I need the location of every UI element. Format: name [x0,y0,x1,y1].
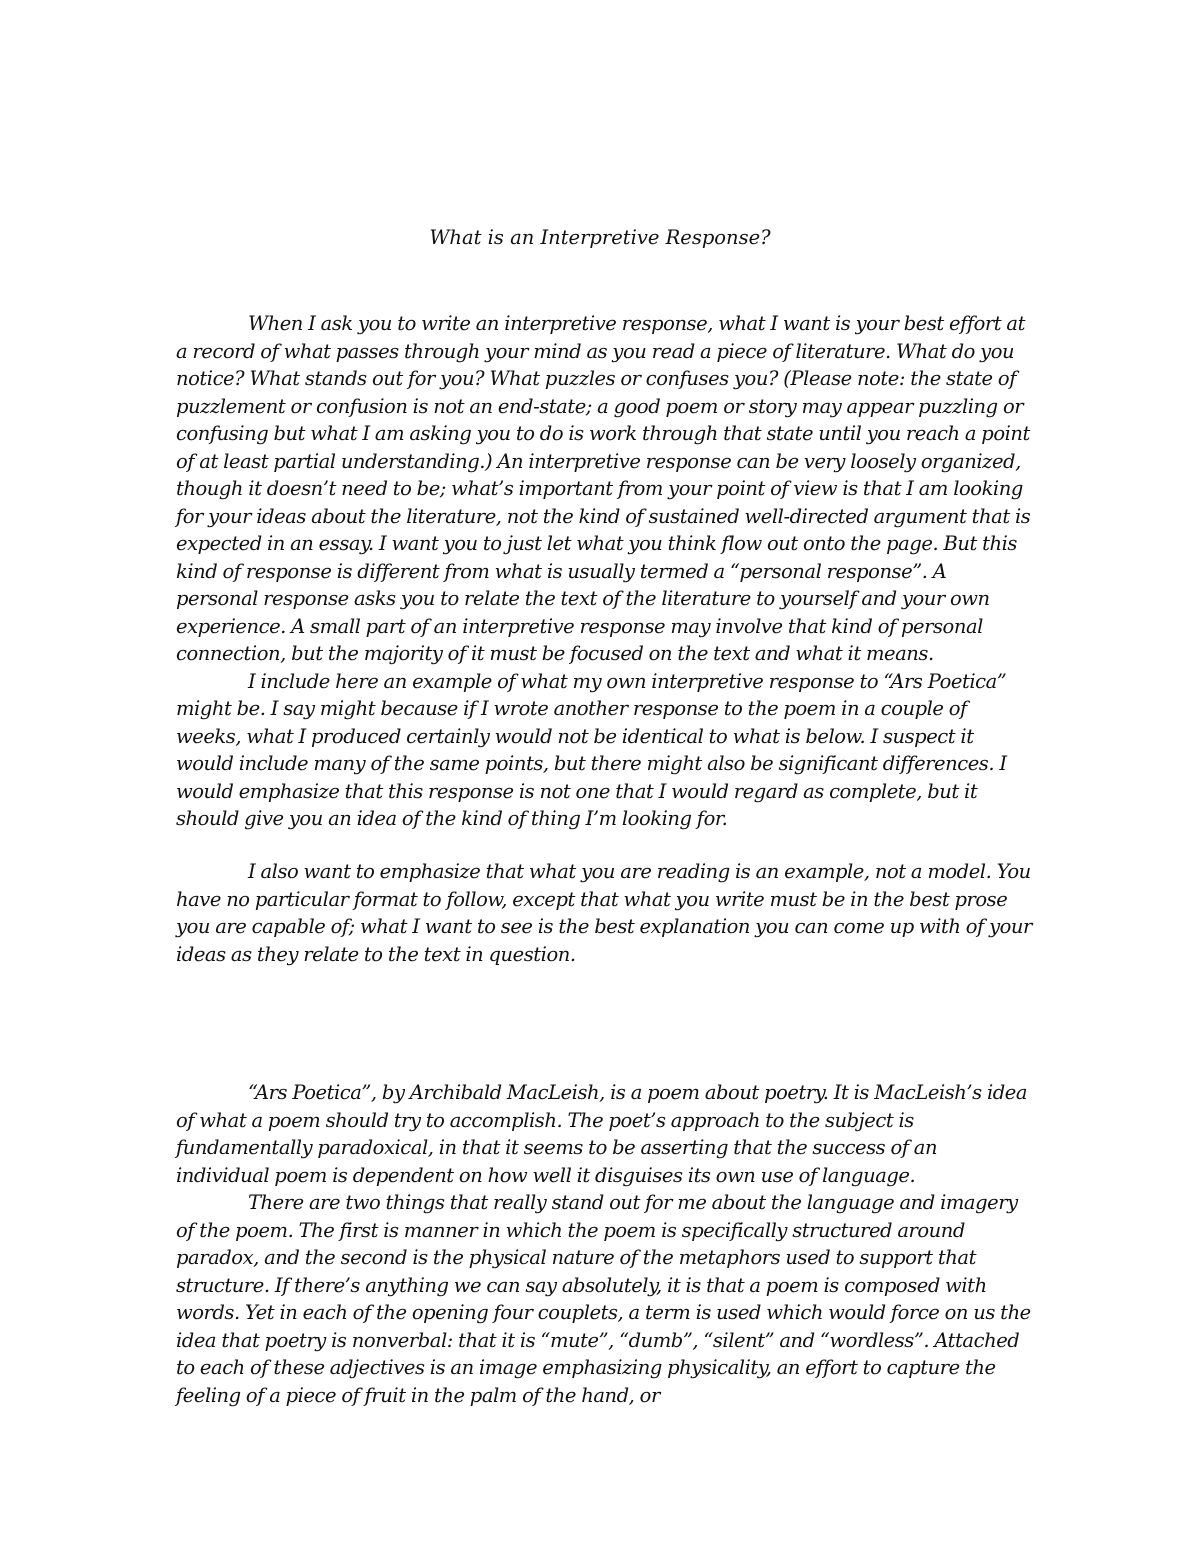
intro-paragraph-1: When I ask you to write an interpretive response, what I want is your best effort at a record of what passes through your mind as you read a piece of literature. What do you notice? What stands out for you? What puzzles or confuses you? (Please note: the state of puzzlement or confusion is not an end-state; a good poem or story may appear puzzling or confusing but what I am asking you to do is work through that state until you reach a point of at least partial understanding.) An interpretive response can be very loosely organized, though it doesn’t need to be; what’s important from your point of view is that I am looking for your ideas about the literature, not the kind of sustained well-directed argument that is expected in an essay. I want you to just let what you think flow out onto the page. But this kind of response is different from what is usually termed a “personal response”. A personal response asks you to relate the text of the literature to yourself and your own experience. A small part of an interpretive response may involve that kind of personal connection, but the majority of it must be focused on the text and what it means. [176,312,1031,665]
intro-paragraph-2: I include here an example of what my own interpretive response to “Ars Poetica” might be. I say might because if I wrote another response to the poem in a couple of weeks, what I produced certainly would not be identical to what is below. I suspect it would include many of the same points, but there might also be significant differences. I would emphasize that this response is not one that I would regard as complete, but it should give you an idea of the kind of thing I’m looking for. [176,669,1007,830]
sample-paragraph-1: “Ars Poetica”, by Archibald MacLeish, is a poem about poetry. It is MacLeish’s idea of what a poem should try to accomplish. The poet’s approach to the subject is fundamentally paradoxical, in that it seems to be asserting that the success of an individual poem is dependent on how well it disguises its own use of language. [176,1081,1028,1187]
sample-paragraph-2: There are two things that really stand out for me about the language and imagery of the poem. The first is manner in which the poem is specifically structured around paradox, and the second is the physical nature of the metaphors used to support that structure. If there’s anything we can say absolutely, it is that a poem is composed with words. Yet in each of the opening four couplets, a term is used which would force on us the idea that poetry is nonverbal: that it is “mute”, “dumb”, “silent” and “wordless”. Attached to each of these adjectives is an image emphasizing physicality, an effort to capture the feeling of a piece of fruit in the palm of the hand, or [176,1191,1031,1407]
note-section [176,858,1032,968]
document-title: What is an Interpretive Response? [429,226,771,249]
sample-response-section [176,1079,1032,1409]
intro-section [176,310,1032,833]
note-paragraph: I also want to emphasize that what you are reading is an example, not a model. You have no particular format to follow, except that what you write must be in the best prose you are capable of; what I want to see is the best explanation you can come up with of your ideas as they relate to the text in question. [176,860,1032,966]
